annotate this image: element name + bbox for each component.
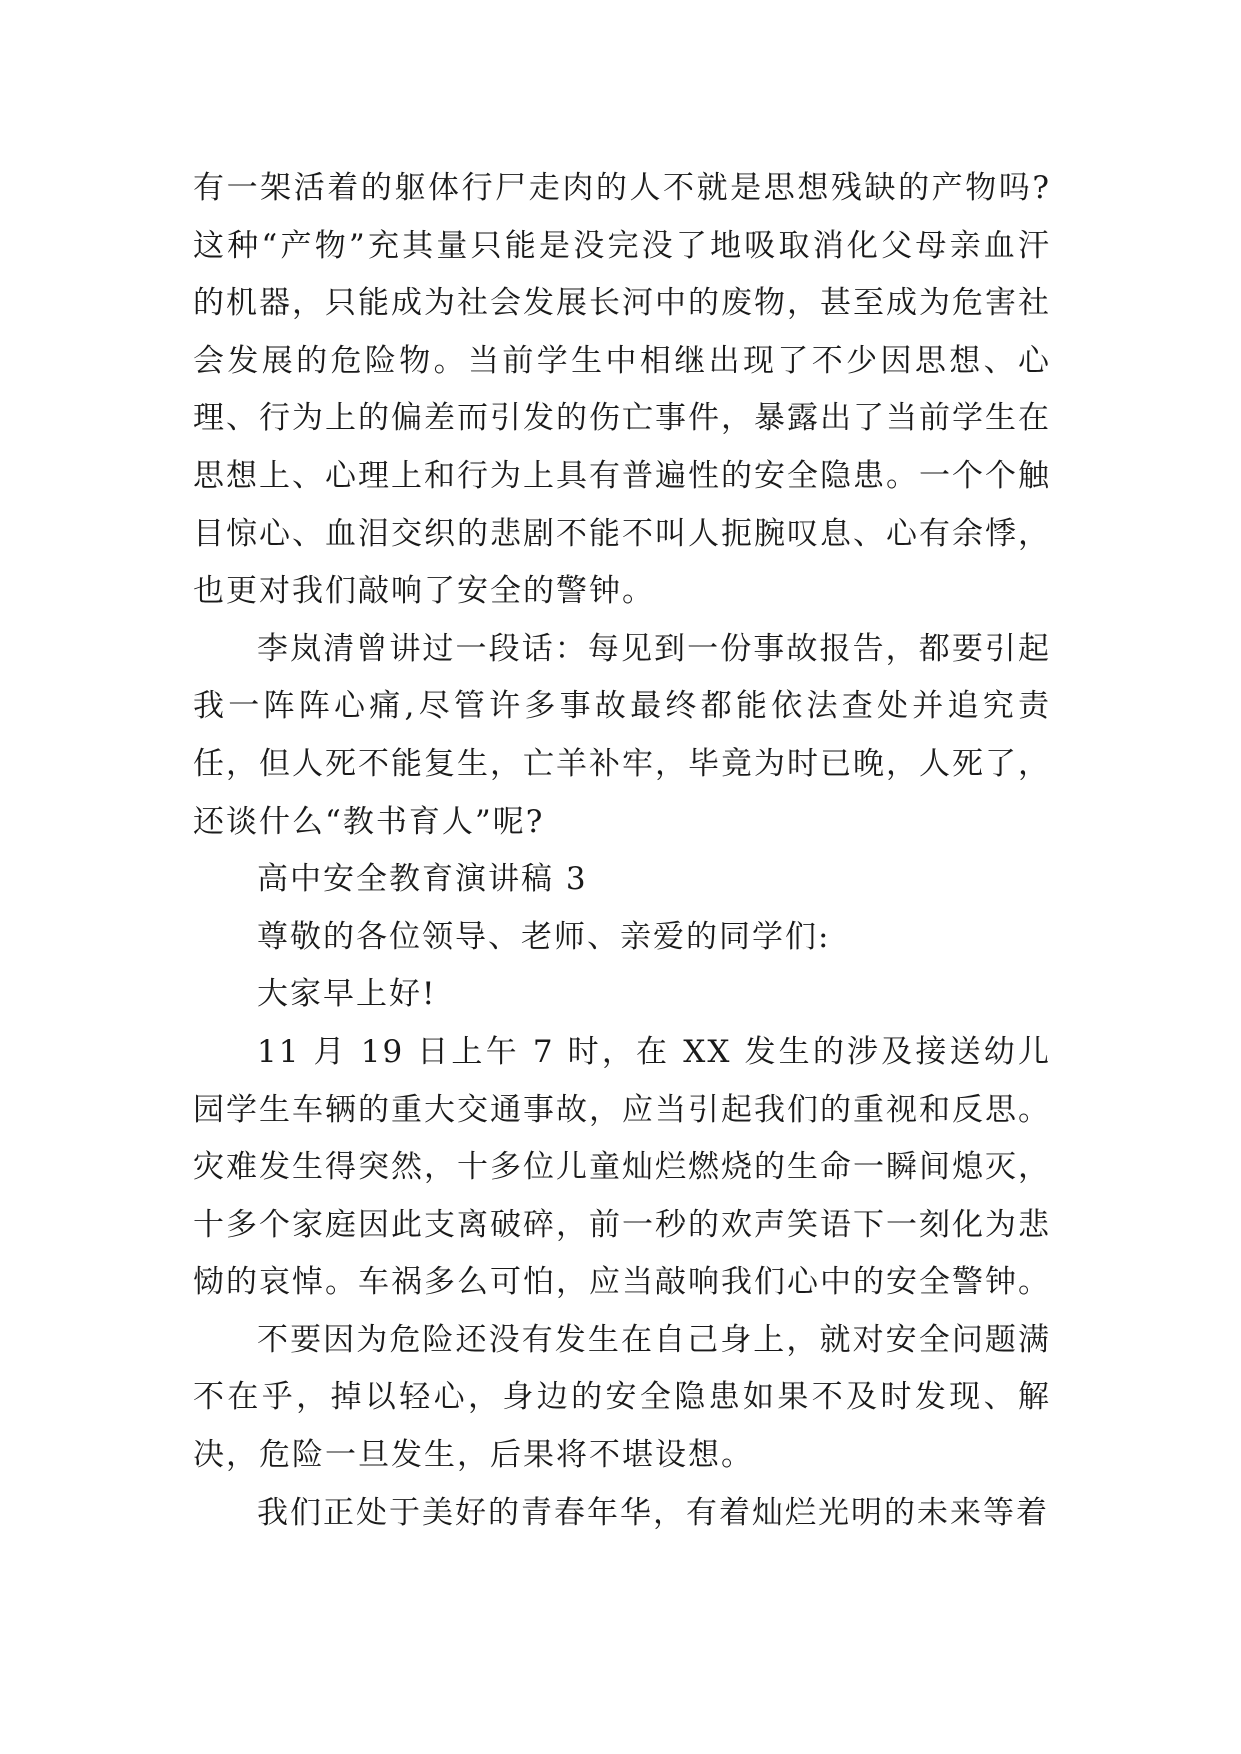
document-body	[193, 160, 1051, 1542]
morning-greeting: 大家早上好!	[257, 976, 437, 1013]
paragraph-quote: 李岚清曾讲过一段话：每见到一份事故报告，都要引起我一阵阵心痛,尽管许多事故最终都能依法查处并追究责任，但人死不能复生，亡羊补牢，毕竟为时已晚，人死了，还谈什么“教书育人”呢?	[193, 630, 1051, 840]
paragraph-warning: 不要因为危险还没有发生在自己身上，就对安全问题满不在乎，掉以轻心，身边的安全隐患如果不及时发现、解决，危险一旦发生，后果将不堪设想。	[193, 1321, 1051, 1474]
paragraph-continuation: 有一架活着的躯体行尸走肉的人不就是思想残缺的产物吗?这种“产物”充其量只能是没完没了地吸取消化父母亲血汗的机器，只能成为社会发展长河中的废物，甚至成为危害社会发展的危险物。当前学生中相继出现了不少因思想、心理、行为上的偏差而引发的伤亡事件，暴露出了当前学生在思想上、心理上和行为上具有普遍性的安全隐患。一个个触目惊心、血泪交织的悲剧不能不叫人扼腕叹息、心有余悸，也更对我们敲响了安全的警钟。	[193, 170, 1051, 610]
section-title: 高中安全教育演讲稿 3	[257, 861, 588, 898]
paragraph-youth: 我们正处于美好的青春年华，有着灿烂光明的未来等着	[257, 1494, 1049, 1531]
greeting-line: 尊敬的各位领导、老师、亲爱的同学们:	[257, 918, 831, 955]
paragraph-accident: 11 月 19 日上午 7 时，在 XX 发生的涉及接送幼儿园学生车辆的重大交通事故，应当引起我们的重视和反思。灾难发生得突然，十多位儿童灿烂燃烧的生命一瞬间熄灭，十多个家庭因此支离破碎，前一秒的欢声笑语下一刻化为悲恸的哀悼。车祸多么可怕，应当敲响我们心中的安全警钟。	[193, 1033, 1051, 1301]
